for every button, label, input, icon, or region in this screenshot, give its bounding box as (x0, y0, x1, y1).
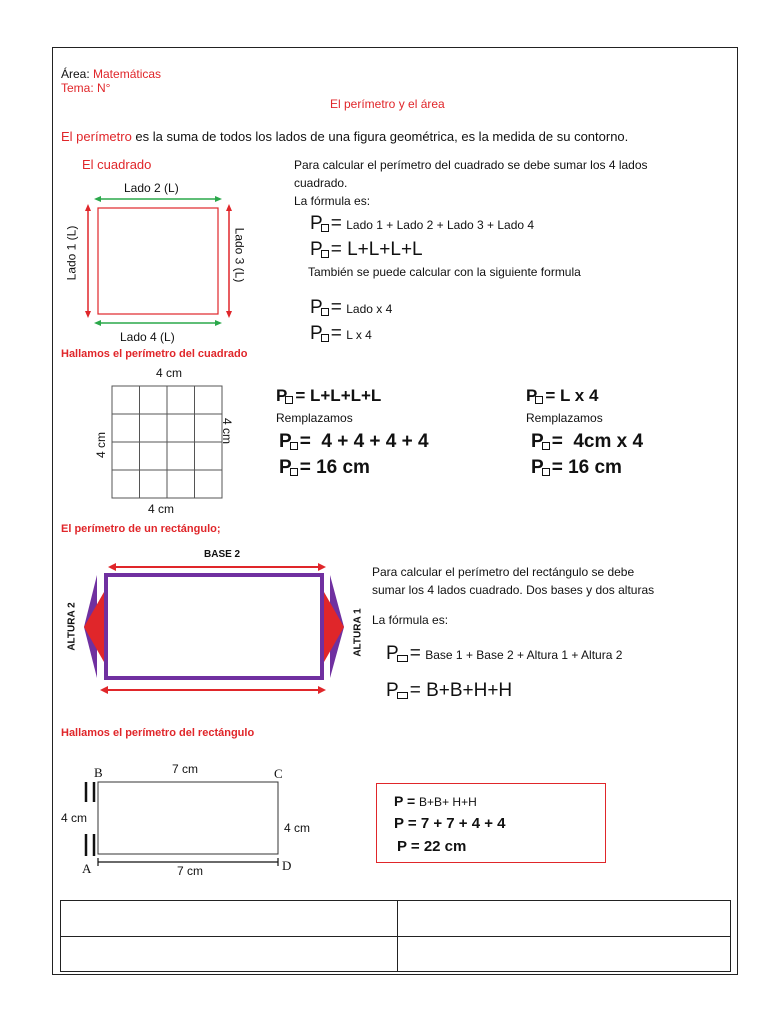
col2-formula-text: L x 4 (560, 386, 599, 405)
p-symbol: P (310, 323, 323, 344)
eq-sign: = (299, 431, 311, 452)
eq-sign: = (551, 431, 563, 452)
grid-top-label: 4 cm (156, 366, 183, 380)
col1-replace: Remplazamos (276, 411, 353, 425)
p-symbol: P (310, 213, 323, 234)
p-symbol: P (310, 297, 323, 318)
p-symbol: P (310, 239, 323, 260)
p-symbol: P (279, 457, 292, 478)
result-line-2: P = 7 + 7 + 4 + 4 (394, 815, 506, 832)
square-heading: El cuadrado (82, 157, 152, 172)
area-label: Área: (61, 67, 94, 81)
result-1-rest: B+B+ H+H (419, 795, 477, 809)
formula-3-text: Lado x 4 (346, 302, 393, 316)
formula-intro: La fórmula es: (294, 194, 371, 208)
rect-bottom-label: 7 cm (177, 864, 204, 878)
rect-formula-1-text: Base 1 + Base 2 + Altura 1 + Altura 2 (425, 648, 623, 662)
square-side-right: Lado 3 (L) (232, 227, 247, 283)
result-line-1 (394, 793, 477, 809)
rect-example-shape (98, 782, 278, 854)
altura1-label: ALTURA 1 (352, 608, 364, 657)
table-cell (61, 936, 398, 972)
corner-b: B (94, 765, 103, 780)
col2-result-text: 16 cm (568, 457, 622, 478)
rect-right-label: 4 cm (284, 821, 311, 835)
table-row (61, 901, 731, 937)
col1-result-text: 16 cm (316, 457, 370, 478)
p-symbol: P (386, 643, 399, 664)
eq-sign: = (551, 457, 569, 478)
eq-sign: = (409, 680, 427, 701)
p-symbol: P (531, 431, 544, 452)
square-example-heading: Hallamos el perímetro del cuadrado (61, 348, 248, 360)
definition-term: El perímetro (61, 129, 132, 144)
col2-sub-text: 4cm x 4 (562, 431, 644, 452)
eq-sign: = (330, 239, 348, 260)
square-explain-2: cuadrado. (294, 176, 348, 190)
rect-left-label: 4 cm (61, 811, 88, 825)
col1-sub-text: 4 + 4 + 4 + 4 (310, 431, 429, 452)
rect-top-label: 7 cm (172, 762, 199, 776)
area-value: Matemáticas (93, 67, 162, 81)
formula-2-text: L+L+L+L (347, 239, 423, 260)
alt-text: También se puede calcular con la siguiente formula (308, 265, 581, 279)
col1-formula-text: L+L+L+L (310, 386, 382, 405)
table-row (61, 936, 731, 972)
table-cell (398, 936, 731, 972)
rect-formula-intro: La fórmula es: (372, 613, 449, 627)
square-side-top: Lado 2 (L) (124, 181, 179, 195)
p-symbol: P (276, 386, 288, 405)
formula-1-text: Lado 1 + Lado 2 + Lado 3 + Lado 4 (346, 218, 535, 232)
formula-4-text: L x 4 (346, 328, 372, 342)
p-symbol: P (386, 680, 399, 701)
rect-explain-2: sumar los 4 lados cuadrado. Dos bases y dos alturas (372, 583, 655, 597)
table-cell (398, 901, 731, 937)
altura2-label: ALTURA 2 (66, 602, 78, 651)
eq-sign: = (545, 386, 560, 405)
col2-replace: Remplazamos (526, 411, 603, 425)
result-line-3: P = 22 cm (397, 838, 467, 855)
rectangle-heading: El perímetro de un rectángulo; (61, 523, 221, 535)
page-title: El perímetro y el área (330, 97, 445, 111)
p-symbol: P (279, 431, 292, 452)
eq-sign: = (299, 457, 317, 478)
grid-right-label: 4 cm (220, 417, 235, 445)
eq-sign: = (330, 297, 342, 318)
rect-example-heading: Hallamos el perímetro del rectángulo (61, 727, 255, 739)
result-1-prefix: P = (394, 793, 420, 809)
definition-text: es la suma de todos los lados de una figura geométrica, es la medida de su contorno. (131, 129, 629, 144)
base-label: BASE 2 (204, 549, 241, 560)
eq-sign: = (330, 323, 342, 344)
bottom-table (60, 900, 731, 972)
square-side-bottom: Lado 4 (L) (120, 330, 175, 344)
grid-bottom-label: 4 cm (148, 502, 175, 516)
eq-sign: = (295, 386, 310, 405)
rect-formula-2-text: B+B+H+H (426, 680, 513, 701)
grid-left-label: 4 cm (94, 431, 109, 459)
p-symbol: P (531, 457, 544, 478)
corner-d: D (282, 858, 292, 873)
corner-a: A (82, 861, 92, 876)
p-symbol: P (526, 386, 538, 405)
eq-sign: = (330, 213, 342, 234)
square-explain-1: Para calcular el perímetro del cuadrado se debe sumar los 4 lados (294, 158, 648, 172)
square-side-left: Lado 1 (L) (64, 225, 79, 281)
rect-explain-1: Para calcular el perímetro del rectángulo se debe (372, 565, 635, 579)
table-cell (61, 901, 398, 937)
tema-line: Tema: N° (61, 81, 111, 95)
eq-sign: = (409, 643, 421, 664)
corner-c: C (274, 766, 283, 781)
